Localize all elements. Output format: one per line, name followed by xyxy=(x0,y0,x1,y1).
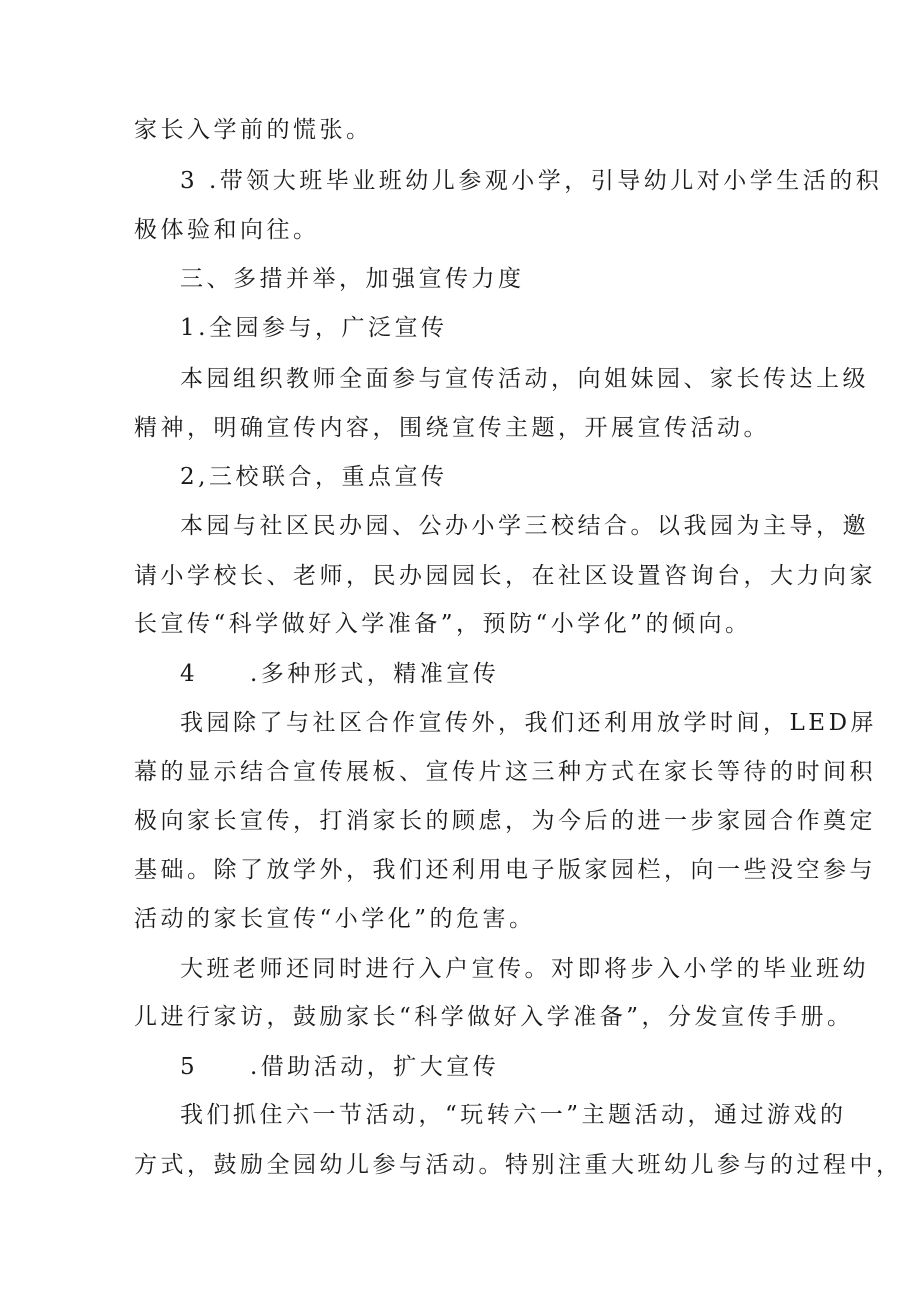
paragraph-line: 请小学校长、老师，民办园园长，在社区设置咨询台，大力向家 xyxy=(134,563,876,589)
paragraph-line: 我们抓住六一节活动，“玩转六一”主题活动，通过游戏的 xyxy=(180,1102,847,1128)
paragraph-line: 儿进行家访，鼓励家长“科学做好入学准备”，分发宣传手册。 xyxy=(134,1004,854,1030)
paragraph-line: 极体验和向往。 xyxy=(134,217,320,243)
paragraph-line: 精神，明确宣传内容，围绕宣传主题，开展宣传活动。 xyxy=(134,415,770,441)
subheading-5 xyxy=(180,1052,499,1082)
section-heading: 三、多措并举，加强宣传力度 xyxy=(180,266,525,292)
paragraph-line: 本园与社区民办园、公办小学三校结合。以我园为主导，邀 xyxy=(180,513,869,539)
subheading-text: .借助活动，扩大宣传 xyxy=(250,1054,500,1080)
subheading-4 xyxy=(180,659,499,689)
subheading-text: .多种形式，精准宣传 xyxy=(250,661,500,687)
paragraph-line: 方式，鼓励全园幼儿参与活动。特别注重大班幼儿参与的过程中， xyxy=(134,1152,903,1178)
subheading-number: 5 xyxy=(180,1054,195,1080)
list-item-3: 3 .带领大班毕业班幼儿参观小学，引导幼儿对小学生活的积 xyxy=(180,168,883,194)
paragraph-line: 家长入学前的慌张。 xyxy=(134,117,373,143)
paragraph-line: 基础。除了放学外，我们还利用电子版家园栏，向一些没空参与 xyxy=(134,857,876,883)
paragraph-line: 本园组织教师全面参与宣传活动，向姐妹园、家长传达上级 xyxy=(180,366,869,392)
paragraph-line: 长宣传“科学做好入学准备”，预防“小学化”的倾向。 xyxy=(134,611,752,637)
paragraph-line: 活动的家长宣传“小学化”的危害。 xyxy=(134,906,536,932)
paragraph-line: 大班老师还同时进行入户宣传。对即将步入小学的毕业班幼 xyxy=(180,956,869,982)
subheading-1: 1.全园参与，广泛宣传 xyxy=(180,315,448,341)
subheading-number: 4 xyxy=(180,661,195,687)
paragraph-line: 幕的显示结合宣传展板、宣传片这三种方式在家长等待的时间积 xyxy=(134,759,876,785)
subheading-2: 2,三校联合，重点宣传 xyxy=(180,464,448,490)
paragraph-line: 极向家长宣传，打消家长的顾虑，为今后的进一步家园合作奠定 xyxy=(134,808,876,834)
paragraph-line: 我园除了与社区合作宣传外，我们还利用放学时间，LED屏 xyxy=(180,710,878,736)
